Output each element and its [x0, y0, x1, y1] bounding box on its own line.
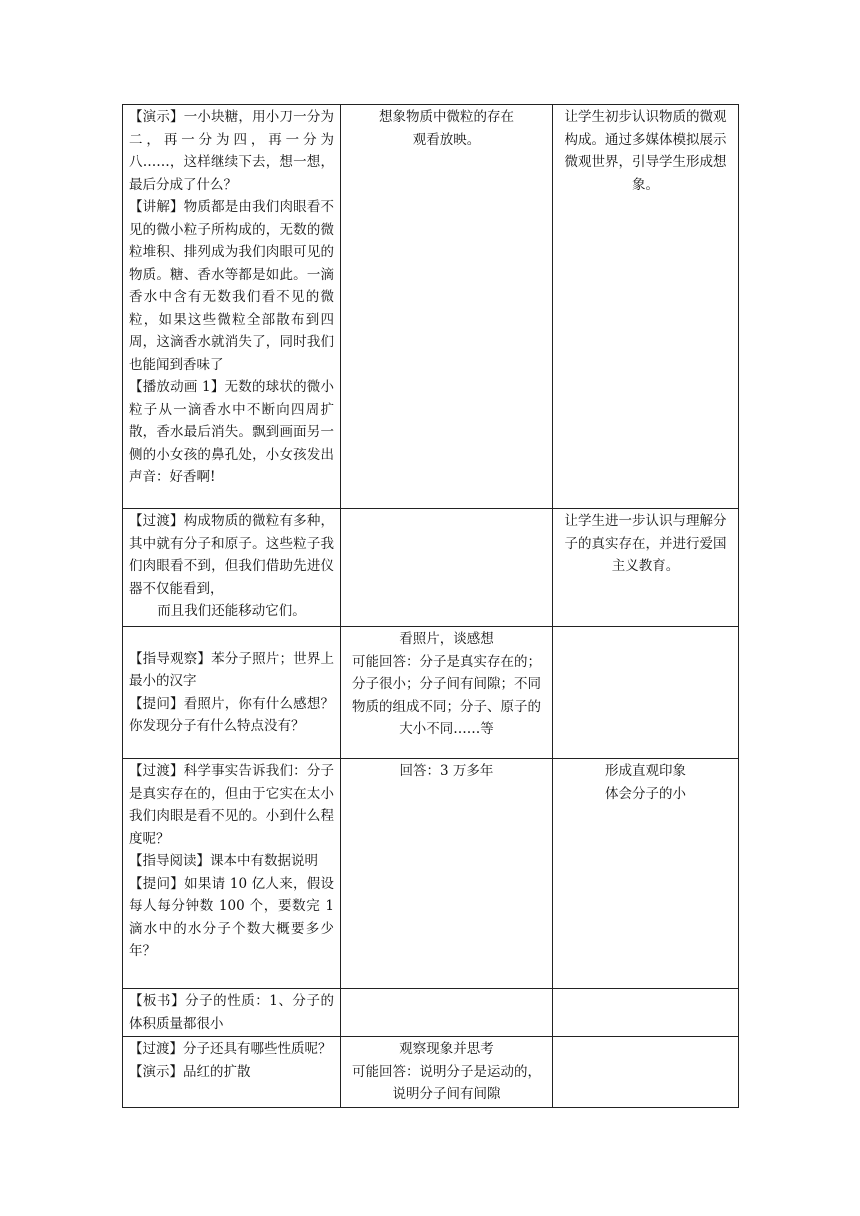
student-text: 观看放映。	[412, 131, 481, 148]
student-text: 回答：3 万多年	[399, 763, 494, 779]
teacher-text: 而且我们还能移动它们。	[157, 603, 306, 619]
lesson-plan-table	[122, 104, 739, 1108]
teacher-text: 【提问】看照片，你有什么感想？你发现分子有什么特点没有？	[129, 695, 334, 734]
design-intent-cell	[553, 105, 739, 509]
teacher-activity-cell	[123, 989, 341, 1037]
intent-text: 让学生初步认识物质的微观构成。通过多媒体模拟展示微观世界，引导学生形成想象。	[564, 109, 727, 193]
student-text: 观察现象并思考	[399, 1041, 494, 1057]
design-intent-cell	[553, 759, 739, 989]
teacher-activity-cell	[123, 627, 341, 759]
teacher-activity-cell	[123, 1037, 341, 1108]
table-row	[123, 509, 739, 627]
teacher-text: 【指导阅读】课本中有数据说明	[129, 853, 318, 869]
intent-text: 体会分子的小	[605, 785, 686, 802]
design-intent-cell	[553, 627, 739, 759]
table-row	[123, 989, 739, 1037]
student-activity-cell	[341, 989, 553, 1037]
teacher-activity-cell	[123, 759, 341, 989]
student-activity-cell	[341, 105, 553, 509]
intent-text: 形成直观印象	[605, 763, 686, 779]
design-intent-cell	[553, 1037, 739, 1108]
teacher-text: 【讲解】物质都是由我们肉眼看不见的微小粒子所构成的，无数的微粒堆积、排列成为我们肉眼可见的物质。糖、香水等都是如此。一滴香水中含有无数我们看不见的微粒，如果这些微粒全部散布到四周，这滴香水就消失了，同时我们也能闻到香味了	[129, 199, 334, 373]
table-row	[123, 1037, 739, 1108]
table-row	[123, 105, 739, 509]
student-activity-cell	[341, 1037, 553, 1108]
student-text: 看照片，谈感想	[399, 631, 494, 647]
teacher-text: 【指导观察】苯分子照片；世界上最小的汉字	[129, 650, 334, 689]
design-intent-cell	[553, 509, 739, 627]
student-activity-cell	[341, 627, 553, 759]
teacher-text: 【演示】一小块糖，用小刀一分为二，再一分为四，再一分为八……，这样继续下去，想一想，最后分成了什么？	[129, 109, 334, 193]
table-row	[123, 627, 739, 759]
teacher-text: 【板书】分子的性质：1、分子的体积质量都很小	[129, 993, 334, 1032]
teacher-text: 【过渡】构成物质的微粒有多种，其中就有分子和原子。这些粒子我们肉眼看不到，但我们借助先进仪器不仅能看到，	[129, 513, 334, 597]
student-activity-cell	[341, 759, 553, 989]
student-text: 可能回答：分子是真实存在的；分子很小；分子间有间隙；不同物质的组成不同；分子、原子的大小不同……等	[352, 653, 541, 737]
teacher-text: 【过渡】科学事实告诉我们：分子是真实存在的，但由于它实在太小我们肉眼是看不见的。小到什么程度呢？	[129, 763, 334, 847]
teacher-activity-cell	[123, 509, 341, 627]
teacher-text: 【播放动画 1】无数的球状的微小粒子从一滴香水中不断向四周扩散，香水最后消失。飘到画面另一侧的小女孩的鼻孔处，小女孩发出声音：好香啊!	[129, 379, 334, 485]
teacher-text: 【过渡】分子还具有哪些性质呢？	[129, 1041, 332, 1057]
teacher-text: 【提问】如果请 10 亿人来，假设每人每分钟数 100 个，要数完 1 滴水中的水分子个数大概要多少年？	[129, 875, 334, 959]
student-text: 想象物质中微粒的存在	[379, 109, 514, 125]
intent-text: 让学生进一步认识与理解分子的真实存在，并进行爱国主义教育。	[564, 513, 727, 574]
teacher-text: 【演示】品红的扩散	[129, 1063, 251, 1080]
student-text: 可能回答：说明分子是运动的，说明分子间有间隙	[352, 1063, 541, 1102]
design-intent-cell	[553, 989, 739, 1037]
table-row	[123, 759, 739, 989]
student-activity-cell	[341, 509, 553, 627]
teacher-activity-cell	[123, 105, 341, 509]
